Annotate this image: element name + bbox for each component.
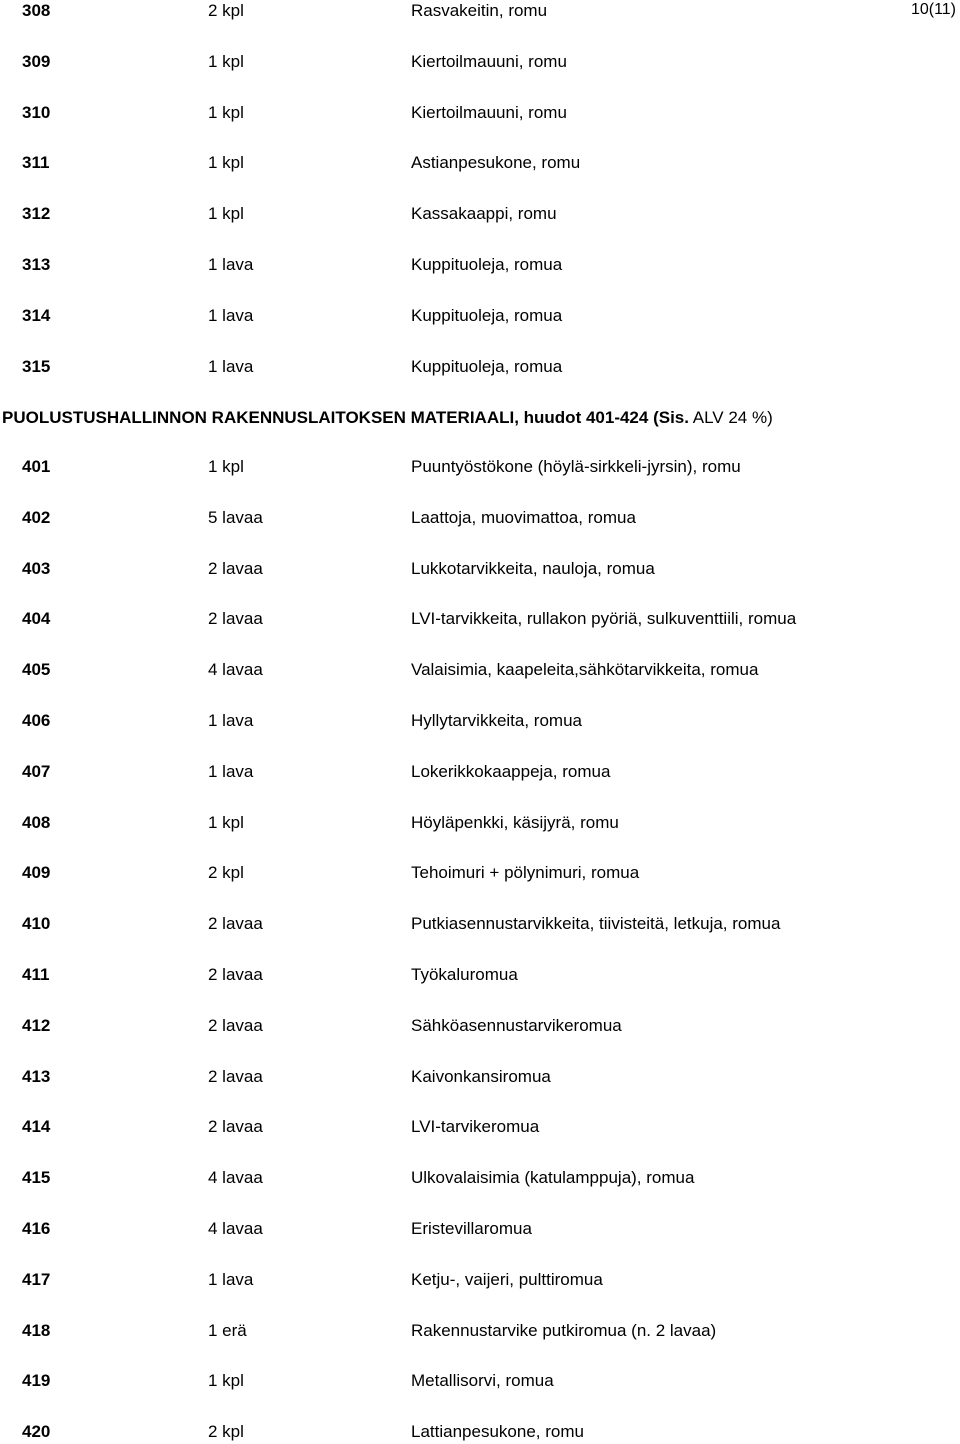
item-quantity: 1 lava — [208, 711, 254, 730]
item-description: Kassakaappi, romu — [411, 204, 557, 224]
item-row — [0, 1115, 960, 1139]
item-description: Tehoimuri + pölynimuri, romua — [411, 863, 640, 883]
item-description: Putkiasennustarvikkeita, tiivisteitä, letkuja, romua — [411, 914, 781, 934]
item-quantity: 2 lavaa — [208, 1117, 263, 1137]
item-row — [0, 1268, 960, 1292]
item-quantity: 2 lavaa — [208, 609, 263, 629]
item-row — [0, 1014, 960, 1038]
item-number: 415 — [22, 1168, 51, 1188]
item-description: Ulkovalaisimia (katulamppuja), romua — [411, 1168, 695, 1188]
item-row — [0, 1319, 960, 1343]
item-row — [0, 1420, 960, 1444]
item-quantity: 2 lavaa — [208, 1015, 263, 1035]
item-description: Kaivonkansiromua — [411, 1066, 551, 1086]
item-row — [0, 760, 960, 784]
item-description: LVI-tarvikeromua — [411, 1117, 540, 1137]
section-heading-bold: PUOLUSTUSHALLINNON RAKENNUSLAITOKSEN MATERIAALI, huudot 401-424 (Sis. — [2, 408, 689, 427]
item-row — [0, 658, 960, 682]
item-description: Kuppituoleja, romua — [411, 255, 563, 274]
item-number: 310 — [22, 102, 51, 122]
item-number: 416 — [22, 1219, 51, 1238]
section-heading — [2, 406, 773, 430]
item-description: Höyläpenkki, käsijyrä, romu — [411, 812, 619, 832]
item-number: 401 — [22, 457, 51, 476]
item-quantity: 1 lava — [208, 356, 254, 376]
item-description: Rasvakeitin, romu — [411, 1, 548, 20]
item-quantity: 2 kpl — [208, 863, 244, 883]
item-quantity: 2 kpl — [208, 1, 244, 20]
item-row — [0, 202, 960, 226]
item-quantity: 4 lavaa — [208, 1168, 263, 1188]
item-row — [0, 355, 960, 379]
item-description: Lokerikkokaappeja, romua — [411, 761, 611, 781]
item-quantity: 1 lava — [208, 1269, 254, 1289]
item-row — [0, 151, 960, 175]
item-quantity: 5 lavaa — [208, 507, 263, 527]
item-description: LVI-tarvikkeita, rullakon pyöriä, sulkuventtiili, romua — [411, 609, 797, 629]
item-quantity: 1 kpl — [208, 204, 244, 224]
item-quantity: 1 kpl — [208, 102, 244, 122]
item-row — [0, 1065, 960, 1089]
item-row — [0, 861, 960, 885]
item-quantity: 1 kpl — [208, 1371, 244, 1391]
item-row — [0, 455, 960, 479]
item-row — [0, 101, 960, 125]
item-description: Ketju-, vaijeri, pulttiromua — [411, 1269, 603, 1289]
item-quantity: 4 lavaa — [208, 1219, 263, 1238]
item-number: 312 — [22, 204, 51, 224]
item-number: 412 — [22, 1015, 51, 1035]
item-row — [0, 912, 960, 936]
item-quantity: 1 kpl — [208, 153, 244, 173]
item-row — [0, 1217, 960, 1241]
item-description: Lattianpesukone, romu — [411, 1422, 584, 1442]
item-number: 406 — [22, 711, 51, 730]
item-number: 409 — [22, 863, 51, 883]
item-description: Kuppituoleja, romua — [411, 305, 563, 325]
item-description: Hyllytarvikkeita, romua — [411, 711, 582, 730]
item-row — [0, 506, 960, 530]
item-description: Työkaluromua — [411, 965, 518, 984]
item-row — [0, 253, 960, 277]
item-number: 313 — [22, 255, 51, 274]
item-quantity: 1 lava — [208, 761, 254, 781]
item-number: 403 — [22, 558, 51, 578]
item-number: 407 — [22, 761, 51, 781]
item-number: 311 — [22, 153, 50, 173]
item-row — [0, 304, 960, 328]
item-quantity: 2 lavaa — [208, 1066, 263, 1086]
item-row — [0, 557, 960, 581]
item-number: 411 — [22, 965, 50, 984]
item-quantity: 2 lavaa — [208, 558, 263, 578]
item-row — [0, 963, 960, 987]
item-row — [0, 1369, 960, 1393]
item-row — [0, 607, 960, 631]
item-quantity: 1 erä — [208, 1320, 247, 1340]
item-number: 418 — [22, 1320, 51, 1340]
item-description: Eristevillaromua — [411, 1219, 532, 1238]
item-quantity: 1 kpl — [208, 51, 244, 71]
item-description: Rakennustarvike putkiromua (n. 2 lavaa) — [411, 1320, 717, 1340]
item-number: 408 — [22, 812, 51, 832]
page-number: 10(11) — [910, 1, 956, 18]
item-number: 315 — [22, 356, 51, 376]
item-number: 419 — [22, 1371, 51, 1391]
item-row — [0, 709, 960, 733]
item-quantity: 2 lavaa — [208, 965, 263, 984]
item-number: 402 — [22, 507, 51, 527]
item-number: 420 — [22, 1422, 51, 1442]
item-description: Valaisimia, kaapeleita,sähkötarvikkeita, romua — [411, 660, 759, 680]
item-number: 414 — [22, 1117, 51, 1137]
item-number: 308 — [22, 1, 51, 20]
item-description: Kiertoilmauuni, romu — [411, 102, 567, 122]
item-description: Lukkotarvikkeita, nauloja, romua — [411, 558, 655, 578]
item-description: Astianpesukone, romu — [411, 153, 581, 173]
item-quantity: 1 kpl — [208, 457, 244, 476]
item-description: Kiertoilmauuni, romu — [411, 51, 567, 71]
item-number: 405 — [22, 660, 51, 680]
item-number: 404 — [22, 609, 51, 629]
item-quantity: 2 lavaa — [208, 914, 263, 934]
item-row — [0, 50, 960, 74]
item-number: 314 — [22, 305, 51, 325]
item-description: Kuppituoleja, romua — [411, 356, 563, 376]
item-quantity: 1 lava — [208, 305, 254, 325]
item-description: Metallisorvi, romua — [411, 1371, 554, 1391]
item-number: 410 — [22, 914, 51, 934]
section-heading-normal: ALV 24 %) — [688, 408, 773, 427]
item-description: Sähköasennustarvikeromua — [411, 1015, 622, 1035]
item-quantity: 4 lavaa — [208, 660, 263, 680]
item-quantity: 1 kpl — [208, 812, 244, 832]
item-number: 309 — [22, 51, 51, 71]
item-quantity: 1 lava — [208, 255, 254, 274]
item-row — [0, 0, 960, 23]
item-quantity: 2 kpl — [208, 1422, 244, 1442]
item-number: 417 — [22, 1269, 51, 1289]
item-row — [0, 811, 960, 835]
item-number: 413 — [22, 1066, 51, 1086]
item-description: Puuntyöstökone (höylä-sirkkeli-jyrsin), romu — [411, 457, 741, 476]
item-row — [0, 1166, 960, 1190]
item-description: Laattoja, muovimattoa, romua — [411, 507, 636, 527]
